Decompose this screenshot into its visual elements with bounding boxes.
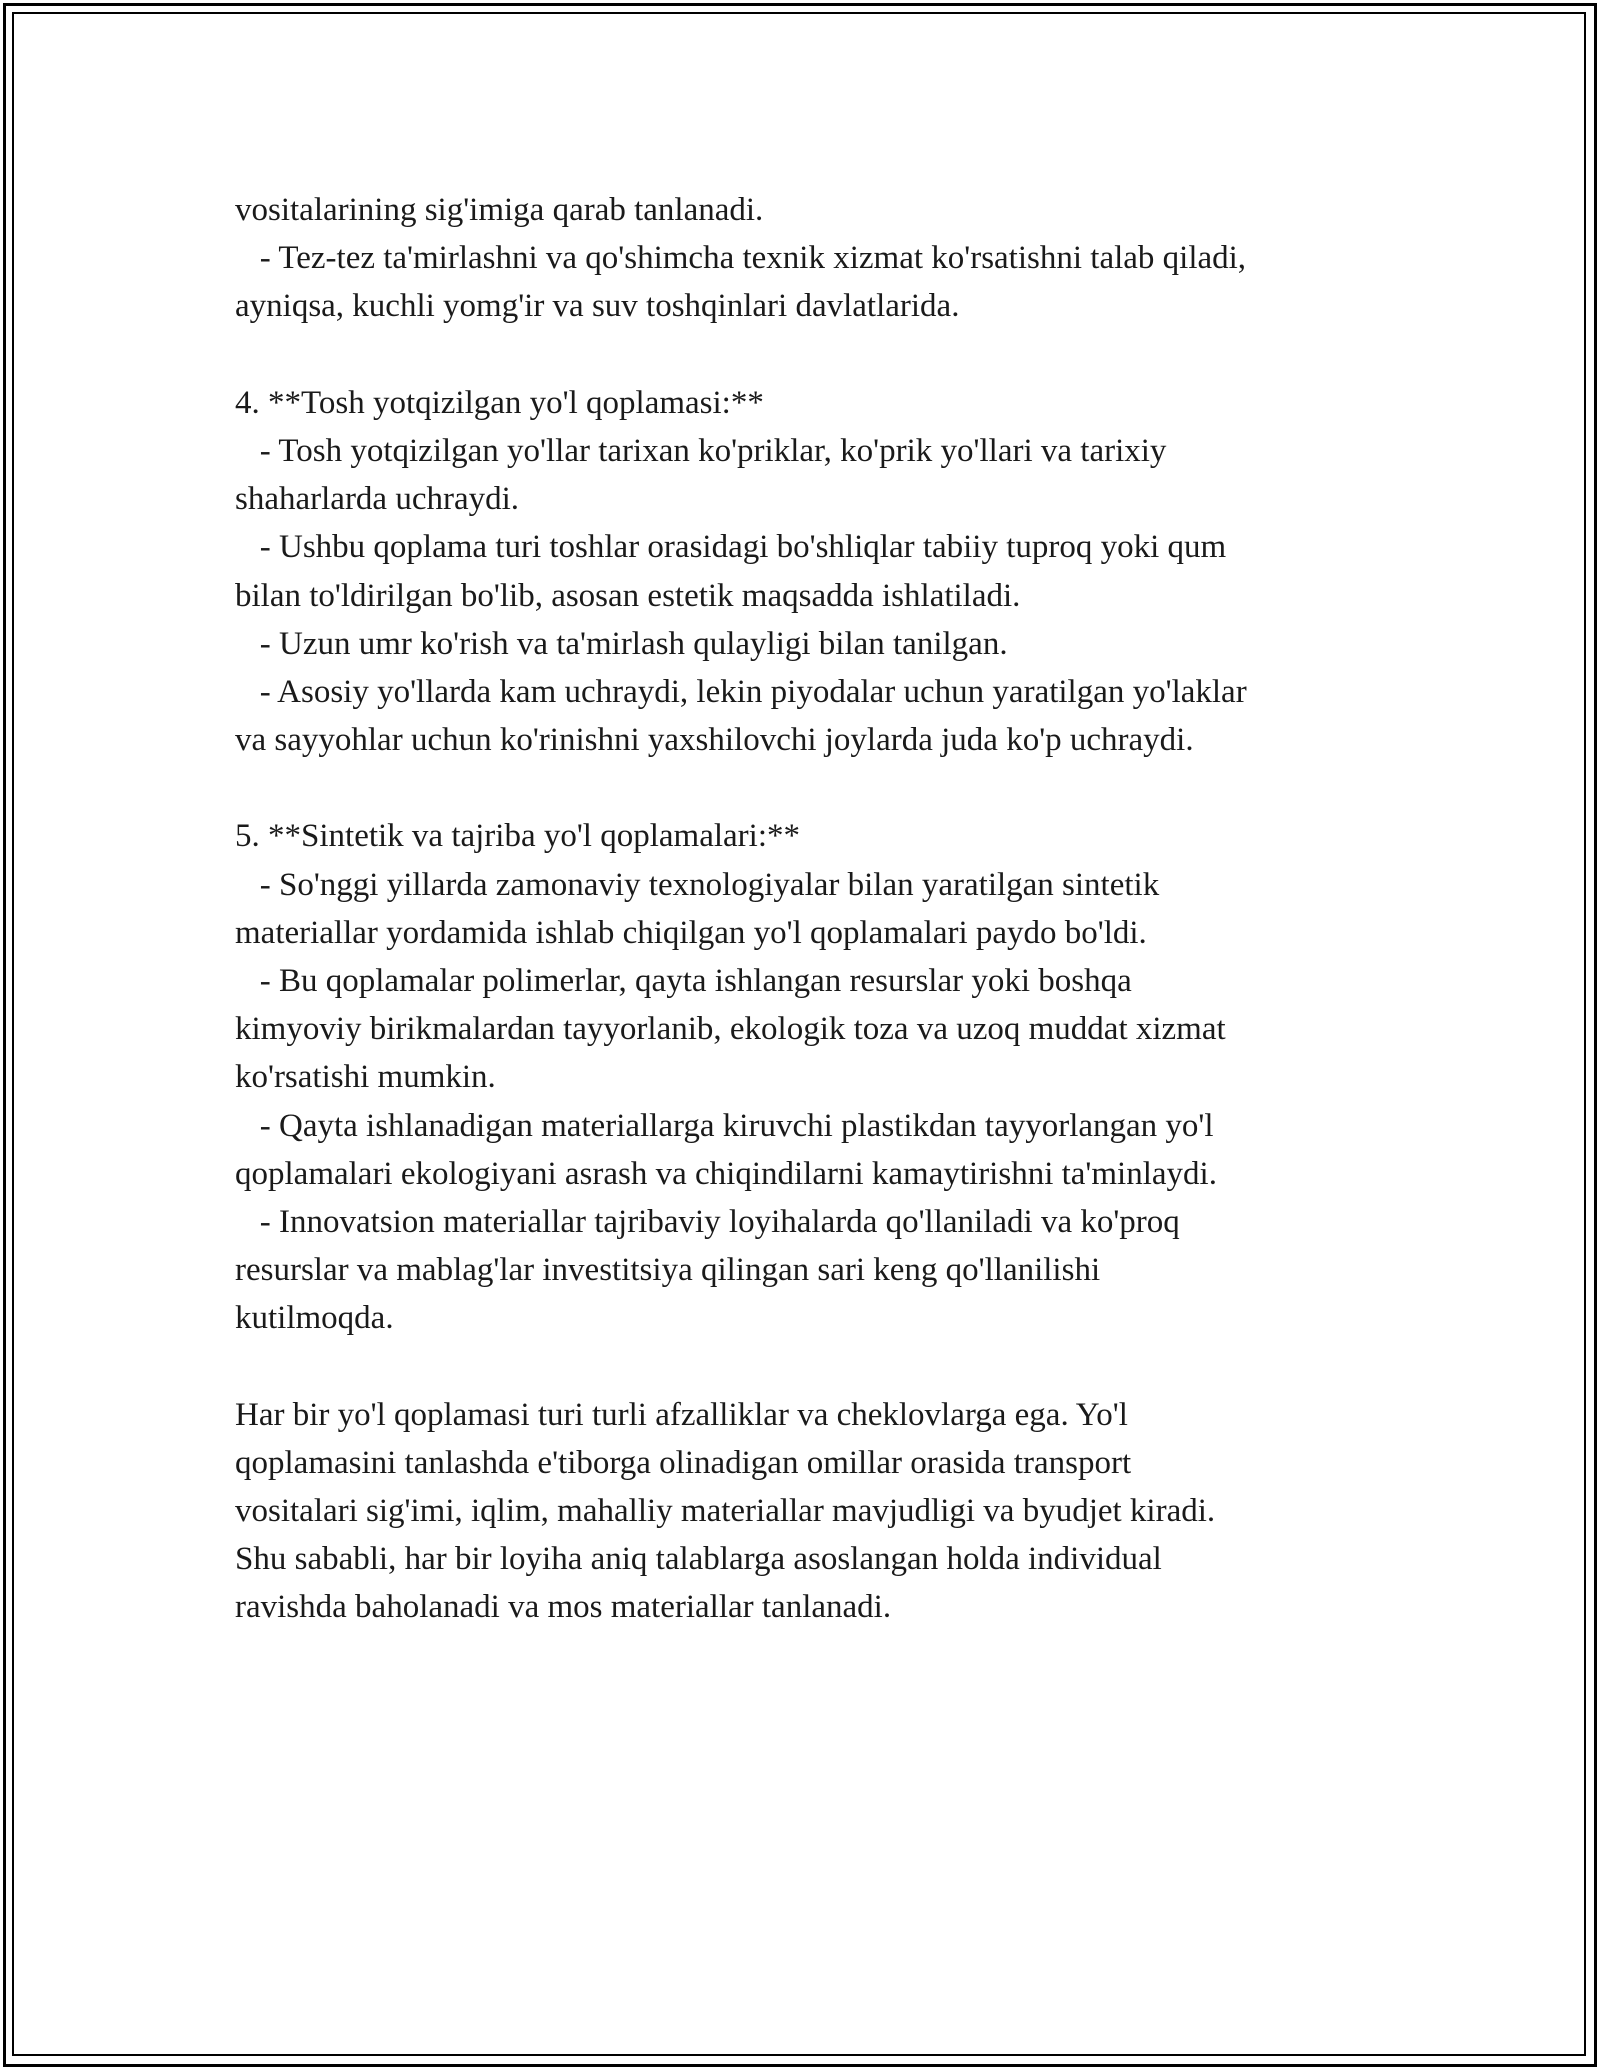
text-line: bilan to'ldirilgan bo'lib, asosan estetik maqsadda ishlatiladi. — [235, 577, 1021, 614]
text-line: - Innovatsion materiallar tajribaviy loyihalarda qo'llaniladi va ko'proq — [235, 1203, 1180, 1240]
text-line: kutilmoqda. — [235, 1300, 394, 1337]
blank-line — [235, 1343, 1395, 1391]
text-line: - Tosh yotqizilgan yo'llar tarixan ko'priklar, ko'prik yo'llari va tarixiy — [235, 432, 1167, 469]
text-line: - Asosiy yo'llarda kam uchraydi, lekin piyodalar uchun yaratilgan yo'laklar — [235, 673, 1247, 710]
text-line: - Uzun umr ko'rish va ta'mirlash qulayligi bilan tanilgan. — [235, 625, 1008, 662]
text-line: materiallar yordamida ishlab chiqilgan yo'l qoplamalari paydo bo'ldi. — [235, 914, 1147, 951]
text-line: vositalari sig'imi, iqlim, mahalliy materiallar mavjudligi va byudjet kiradi. — [235, 1493, 1216, 1530]
section-heading: 4. **Tosh yotqizilgan yo'l qoplamasi:** — [235, 384, 764, 421]
section-heading: 5. **Sintetik va tajriba yo'l qoplamalari:** — [235, 818, 800, 855]
text-line: ayniqsa, kuchli yomg'ir va suv toshqinlari davlatlarida. — [235, 288, 960, 325]
text-line: ravishda baholanadi va mos materiallar tanlanadi. — [235, 1589, 892, 1626]
text-line: shaharlarda uchraydi. — [235, 481, 520, 518]
text-line: kimyoviy birikmalardan tayyorlanib, ekologik toza va uzoq muddat xizmat — [235, 1011, 1226, 1048]
text-line: Shu sababli, har bir loyiha aniq talablarga asoslangan holda individual — [235, 1541, 1162, 1578]
text-line: qoplamasini tanlashda e'tiborga olinadigan omillar orasida transport — [235, 1444, 1132, 1481]
text-line: va sayyohlar uchun ko'rinishni yaxshilovchi joylarda juda ko'p uchraydi. — [235, 722, 1194, 759]
blank-line — [235, 331, 1395, 379]
text-line: qoplamalari ekologiyani asrash va chiqindilarni kamaytirishni ta'minlaydi. — [235, 1155, 1217, 1192]
text-line: resurslar va mablag'lar investitsiya qilingan sari keng qo'llanilishi — [235, 1252, 1101, 1289]
text-line: - Qayta ishlanadigan materiallarga kiruvchi plastikdan tayyorlangan yo'l — [235, 1107, 1214, 1144]
text-line: - So'nggi yillarda zamonaviy texnologiyalar bilan yaratilgan sintetik — [235, 866, 1160, 903]
text-line: Har bir yo'l qoplamasi turi turli afzalliklar va cheklovlarga ega. Yo'l — [235, 1396, 1128, 1433]
text-line: ko'rsatishi mumkin. — [235, 1059, 496, 1096]
text-line: - Ushbu qoplama turi toshlar orasidagi bo'shliqlar tabiiy tuproq yoki qum — [235, 529, 1227, 566]
text-line: - Tez-tez ta'mirlashni va qo'shimcha texnik xizmat ko'rsatishni talab qiladi, — [235, 240, 1247, 277]
text-line: - Bu qoplamalar polimerlar, qayta ishlangan resurslar yoki boshqa — [235, 963, 1132, 999]
text-line: vositalarining sig'imiga qarab tanlanadi. — [235, 192, 764, 228]
document-body — [235, 186, 1395, 1632]
blank-line — [235, 764, 1395, 812]
